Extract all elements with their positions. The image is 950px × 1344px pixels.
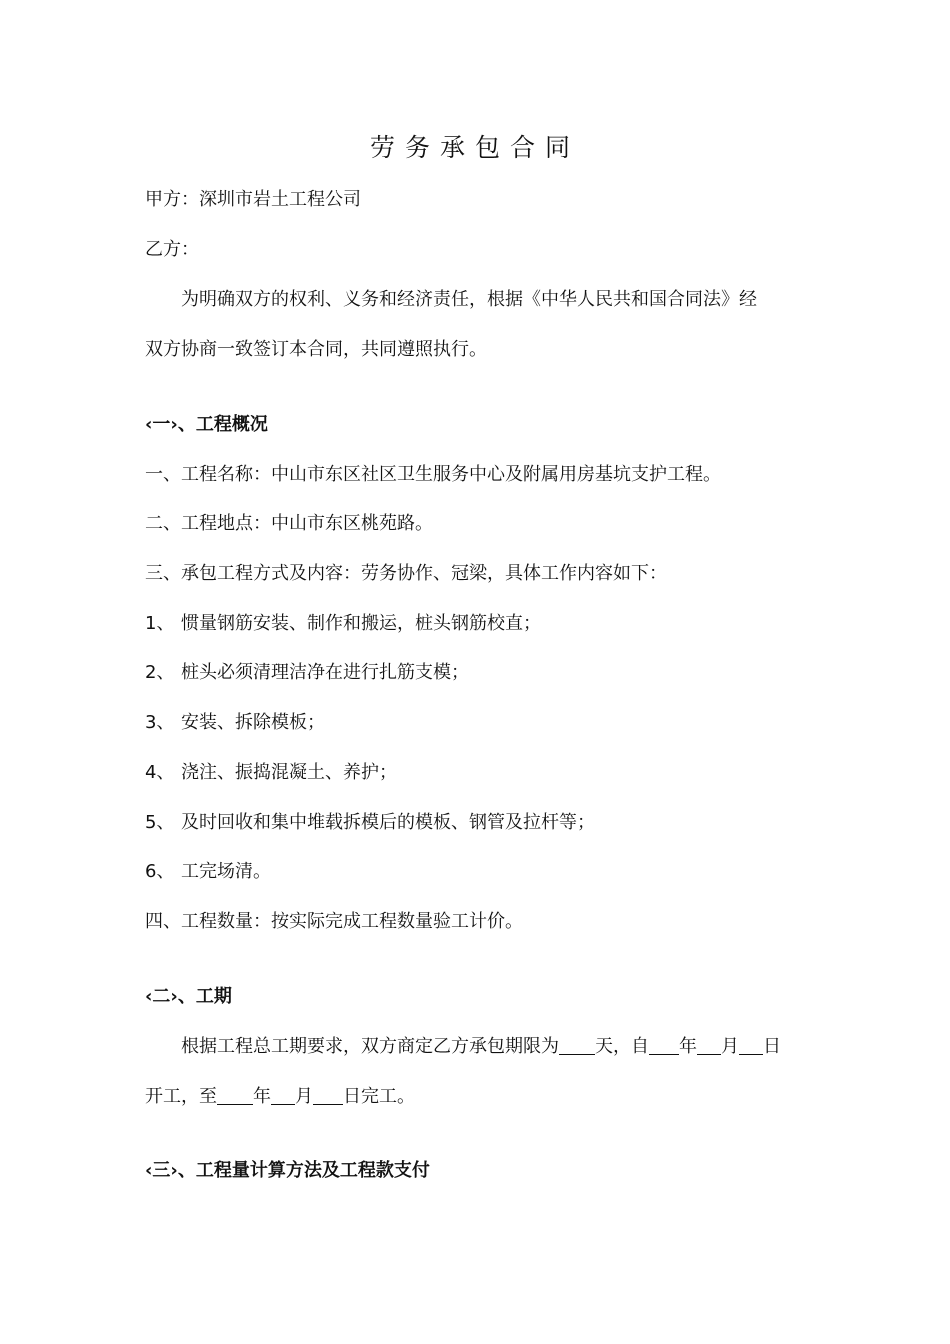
list-item-number: 6、 <box>145 861 175 882</box>
schedule-text: 根据工程总工期要求，双方商定乙方承包期限为 <box>181 1036 559 1057</box>
project-name: 一、工程名称：中山市东区社区卫生服务中心及附属用房基坑支护工程。 <box>145 464 721 485</box>
preamble-line-2: 双方协商一致签订本合同，共同遵照执行。 <box>145 339 487 360</box>
party-a: 甲方：深圳市岩土工程公司 <box>145 189 361 210</box>
list-item-number: 5、 <box>145 812 175 833</box>
schedule-text: 年 <box>679 1036 697 1057</box>
schedule-text: 开工，至 <box>145 1086 217 1107</box>
list-item-number: 1、 <box>145 613 175 634</box>
schedule-text: 年 <box>253 1086 271 1107</box>
end-day-blank[interactable] <box>313 1086 343 1105</box>
end-year-blank[interactable] <box>217 1086 253 1105</box>
party-b: 乙方： <box>145 239 199 260</box>
list-item <box>145 761 397 785</box>
start-day-blank[interactable] <box>739 1036 763 1055</box>
start-year-blank[interactable] <box>649 1036 679 1055</box>
list-item <box>145 860 271 884</box>
contract-method: 三、承包工程方式及内容：劳务协作、冠梁，具体工作内容如下： <box>145 563 667 584</box>
schedule-text: 日 <box>763 1036 781 1057</box>
schedule-text: 月 <box>721 1036 739 1057</box>
section-2-heading: ‹二›、工期 <box>145 986 232 1007</box>
list-item-text: 浇注、振捣混凝土、养护； <box>181 762 397 783</box>
schedule-text: 日完工。 <box>343 1086 415 1107</box>
list-item-text: 及时回收和集中堆载拆模后的模板、钢管及拉杆等； <box>181 812 595 833</box>
preamble-line-1: 为明确双方的权利、义务和经济责任，根据《中华人民共和国合同法》经 <box>181 289 757 310</box>
schedule-text: 天，自 <box>595 1036 649 1057</box>
list-item <box>145 661 469 685</box>
list-item-text: 惯量钢筋安装、制作和搬运，桩头钢筋校直； <box>181 613 541 634</box>
start-month-blank[interactable] <box>697 1036 721 1055</box>
project-location: 二、工程地点：中山市东区桃苑路。 <box>145 513 433 534</box>
list-item <box>145 711 325 735</box>
section-3-heading: ‹三›、工程量计算方法及工程款支付 <box>145 1160 430 1181</box>
list-item <box>145 612 541 636</box>
end-month-blank[interactable] <box>271 1086 295 1105</box>
project-quantity: 四、工程数量：按实际完成工程数量验工计价。 <box>145 911 523 932</box>
list-item-number: 2、 <box>145 662 175 683</box>
list-item-text: 工完场清。 <box>181 861 271 882</box>
list-item <box>145 811 595 835</box>
schedule-line-2 <box>145 1085 415 1109</box>
list-item-number: 4、 <box>145 762 175 783</box>
list-item-text: 安装、拆除模板； <box>181 712 325 733</box>
list-item-text: 桩头必须清理洁净在进行扎筋支模； <box>181 662 469 683</box>
list-item-number: 3、 <box>145 712 175 733</box>
schedule-text: 月 <box>295 1086 313 1107</box>
schedule-line-1 <box>181 1035 781 1059</box>
document-title: 劳务承包合同 <box>369 133 580 162</box>
days-blank[interactable] <box>559 1036 595 1055</box>
section-1-heading: ‹一›、工程概况 <box>145 414 268 435</box>
